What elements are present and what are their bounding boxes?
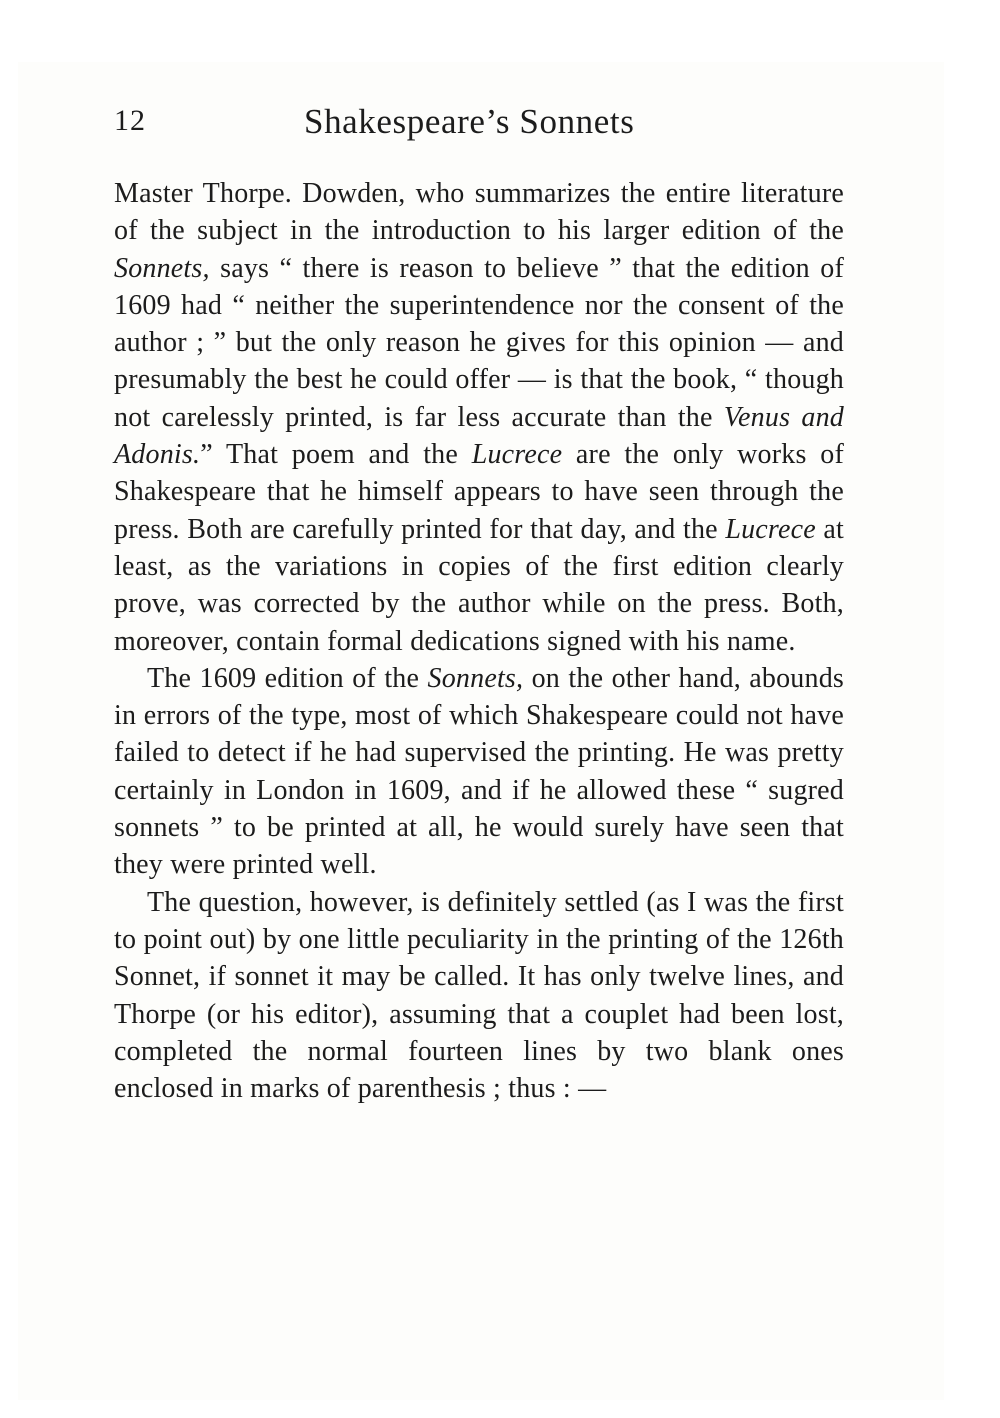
- italic-title: Sonnets,: [427, 662, 524, 694]
- italic-title: Lucrece: [725, 513, 816, 545]
- text-segment: ” That poem and the: [200, 439, 472, 471]
- text-segment: The 1609 edition of the: [147, 662, 428, 694]
- page-number: 12: [114, 104, 146, 137]
- text-segment: on the other hand, abounds in errors of the type, most of which Shakespeare could not have failed to detect if he had supervised the printing. He was pretty certainly in London in 1609, and if he allowed these “ sugred sonnets ” to be printed at all, he would surely have seen that they were printed well.: [114, 662, 844, 881]
- paragraph: [114, 175, 844, 660]
- paragraph: [114, 660, 844, 884]
- text-segment: at least, as the variations in copies of the first edition clearly prove, was corrected by the author while on the press. Both, moreover, contain formal dedications signed with his name.: [114, 513, 844, 657]
- page-header: [114, 102, 844, 152]
- text-segment: says “ there is reason to believe ” that the edition of 1609 had “ neither the superintendence nor the consent of the author ; ” but the only reason he gives for this opinion — and presumably the best he could offer — is that the book, “ though not carelessly printed, is far less accurate than the: [114, 252, 844, 433]
- italic-title: Venus and Adonis.: [114, 401, 845, 471]
- paragraph: [114, 884, 844, 1108]
- italic-title: Lucrece: [471, 439, 563, 471]
- text-segment: The question, however, is definitely settled (as I was the first to point out) by one little peculiarity in the printing of the 126th Sonnet, if sonnet it may be called. It has only twelve lines, and Thorpe (or his editor), assuming that a couplet had been lost, completed the normal fourteen lines by two blank ones enclosed in marks of parenthesis ; thus : —: [114, 886, 844, 1105]
- body-text: [114, 175, 844, 1107]
- text-segment: Master Thorpe. Dowden, who summarizes the entire literature of the subject in the introduction to his larger edition of the: [114, 178, 844, 247]
- text-segment: are the only works of Shakespeare that he himself appears to have seen through the press. Both are carefully printed for that day, and the: [114, 439, 844, 545]
- running-head: Shakespeare’s Sonnets: [304, 102, 635, 141]
- italic-title: Sonnets,: [114, 252, 210, 284]
